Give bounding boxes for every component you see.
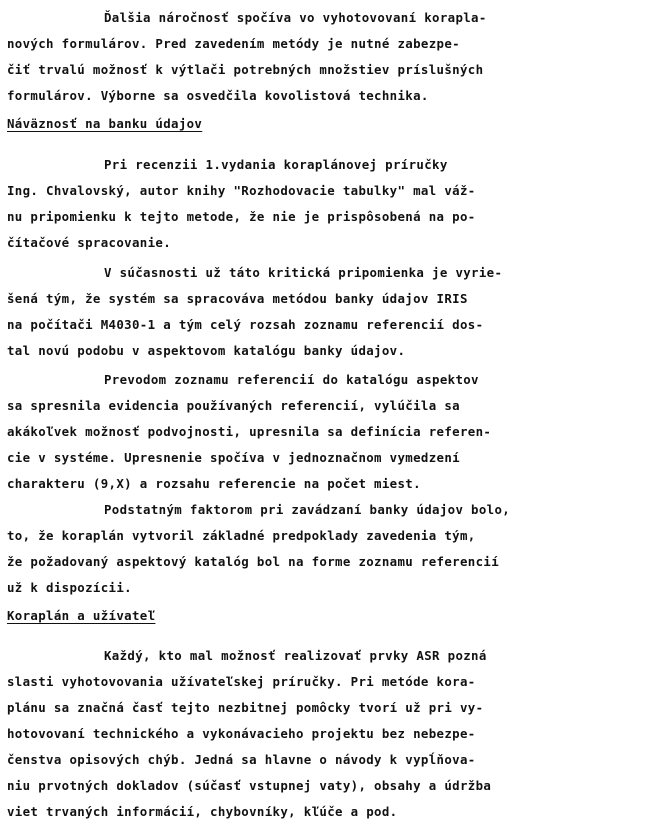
paragraph-1-line-4: formulárov. Výborne sa osvedčila kovolistová technika.	[7, 88, 429, 103]
paragraph-6-line-1: Každý, kto mal možnosť realizovať prvky ASR pozná	[104, 648, 487, 663]
paragraph-2-line-3: nu pripomienku k tejto metode, že nie je prispôsobená na po-	[7, 209, 476, 224]
paragraph-5-line-4: už k dispozícii.	[7, 580, 132, 595]
paragraph-2-line-4: čítačové spracovanie.	[7, 235, 172, 250]
section-heading-data-bank: Náväznosť na banku údajov	[7, 116, 203, 131]
paragraph-2-line-2: Ing. Chvalovský, autor knihy "Rozhodovacie tabulky" mal váž-	[7, 183, 476, 198]
paragraph-6-line-2: slasti vyhotovovania užívateľskej príručky. Pri metóde kora-	[7, 674, 476, 689]
paragraph-4-line-1: Prevodom zoznamu referencií do katalógu aspektov	[104, 372, 479, 387]
paragraph-6-line-3: plánu sa značná časť tejto nezbitnej pomôcky tvorí už pri vy-	[7, 700, 484, 715]
paragraph-5-line-3: že požadovaný aspektový katalóg bol na forme zoznamu referencií	[7, 554, 500, 569]
paragraph-6-line-6: niu prvotných dokladov (súčasť vstupnej vaty), obsahy a údržba	[7, 778, 492, 793]
paragraph-3-line-4: tal novú podobu v aspektovom katalógu banky údajov.	[7, 343, 406, 358]
paragraph-4-line-5: charakteru (9,X) a rozsahu referencie na počet miest.	[7, 476, 421, 491]
paragraph-3-line-3: na počítači M4030-1 a tým celý rozsah zoznamu referencií dos-	[7, 317, 484, 332]
section-heading-user: Koraplán a užívateľ	[7, 608, 156, 623]
paragraph-1-line-3: čiť trvalú možnosť k výtlači potrebných množstiev príslušných	[7, 62, 484, 77]
paragraph-6-line-4: hotovovaní technického a vykonávacieho projektu bez nebezpe-	[7, 726, 476, 741]
paragraph-1-line-1: Ďalšia náročnosť spočíva vo vyhotovovaní korapla-	[104, 10, 487, 25]
paragraph-1-line-2: nových formulárov. Pred zavedením metódy je nutné zabezpe-	[7, 36, 460, 51]
paragraph-2-line-1: Pri recenzii 1.vydania koraplánovej príručky	[104, 157, 448, 172]
paragraph-3-line-2: šená tým, že systém sa spracováva metódou banky údajov IRIS	[7, 291, 468, 306]
paragraph-4-line-2: sa spresnila evidencia používaných referencií, vylúčila sa	[7, 398, 460, 413]
paragraph-4-line-4: cie v systéme. Upresnenie spočíva v jednoznačnom vymedzení	[7, 450, 460, 465]
paragraph-5-line-1: Podstatným faktorom pri zavádzaní banky údajov bolo,	[104, 502, 511, 517]
paragraph-6-line-5: čenstva opisových chýb. Jedná sa hlavne o návody k vypĺňova-	[7, 752, 476, 767]
paragraph-4-line-3: akákoľvek možnosť podvojnosti, upresnila sa definícia referen-	[7, 424, 492, 439]
paragraph-3-line-1: V súčasnosti už táto kritická pripomienka je vyrie-	[104, 265, 503, 280]
paragraph-6-line-7: viet trvaných informácií, chybovníky, kľúče a pod.	[7, 804, 398, 819]
paragraph-5-line-2: to, že koraplán vytvoril základné predpoklady zavedenia tým,	[7, 528, 476, 543]
